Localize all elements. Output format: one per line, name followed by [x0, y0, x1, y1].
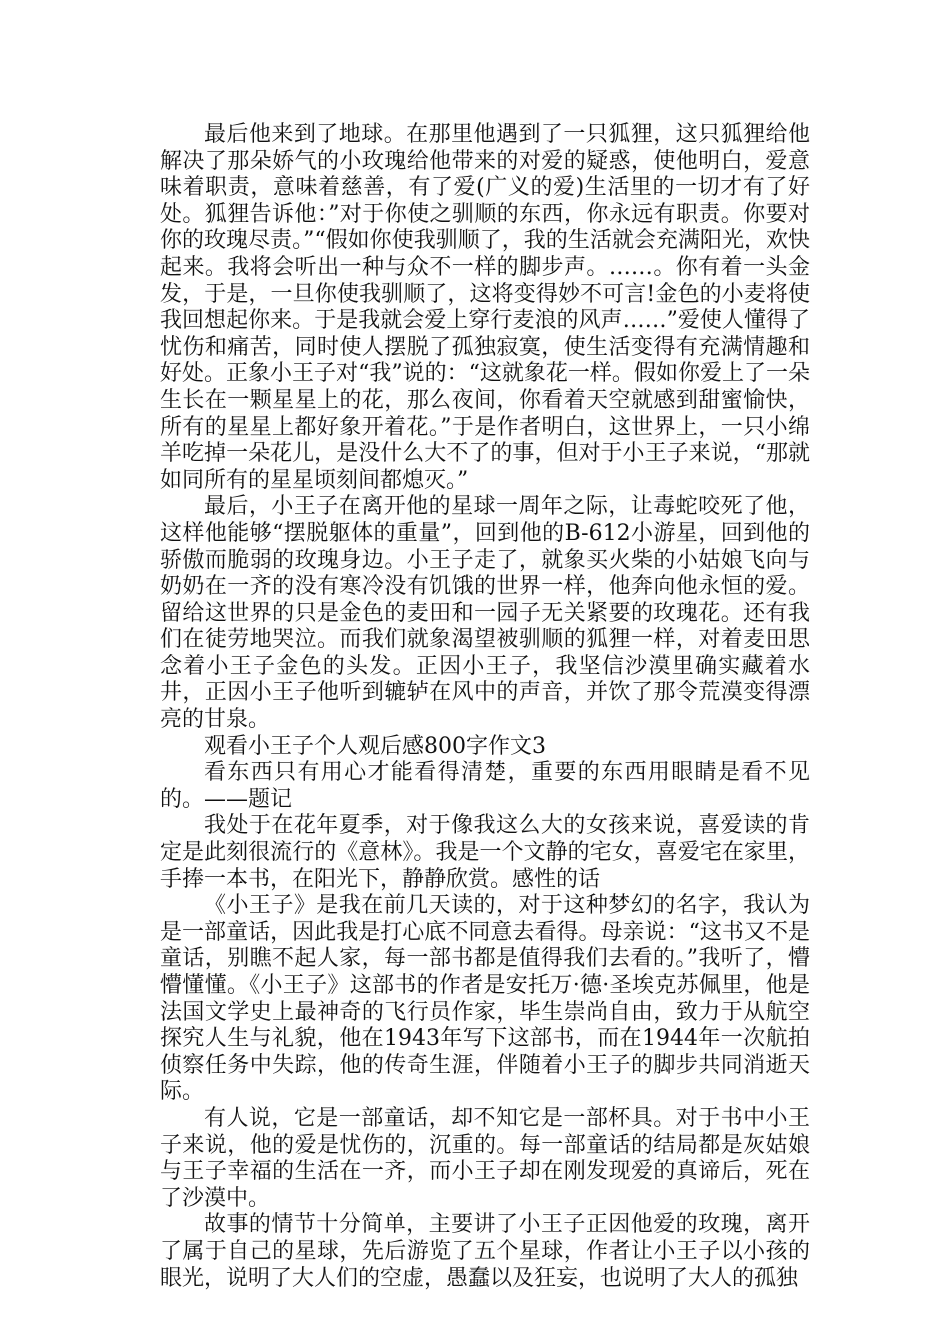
- paragraph-prince-departure: 最后，小王子在离开他的星球一周年之际，让毒蛇咬死了他，这样他能够“摆脱躯体的重量”，回到他的B-612小游星，回到他的骄傲而脆弱的玫瑰身边。小王子走了，就象买火柴的小姑娘飞向与奶奶在一齐的没有寒冷没有饥饿的世界一样，他奔向他永恒的爱。留给这世界的只是金色的麦田和一园子无关紧要的玫瑰花。还有我们在徒劳地哭泣。而我们就象渴望被驯顺的狐狸一样，对着麦田思念着小王子金色的头发。正因小王子，我坚信沙漠里确实藏着水井，正因小王子他听到辘轳在风中的声音，并饮了那令荒漠变得漂亮的甘泉。: [160, 494, 810, 733]
- paragraph-tragedy: 有人说，它是一部童话，却不知它是一部杯具。对于书中小王子来说，他的爱是忧伤的，沉重的。每一部童话的结局都是灰姑娘与王子幸福的生活在一齐，而小王子却在刚发现爱的真谛后，死在了沙漠中。: [160, 1105, 810, 1211]
- epigraph: 看东西只有用心才能看得清楚，重要的东西用眼睛是看不见的。——题记: [160, 760, 810, 812]
- paragraph-book-author: 《小王子》是我在前几天读的，对于这种梦幻的名字，我认为是一部童话，因此我是打心底不同意去看得。母亲说：“这书又不是童话，别瞧不起人家，每一部书都是值得我们去看的。”我听了，懵懵懂懂。《小王子》这部书的作者是安托万·德·圣埃克苏佩里，他是法国文学史上最神奇的飞行员作家，毕生崇尚自由，致力于从航空探究人生与礼貌，他在1943年写下这部书，而在1944年一次航拍侦察任务中失踪，他的传奇生涯，伴随着小王子的脚步共同消逝天际。: [160, 893, 810, 1105]
- paragraph-summer-reading: 我处于在花年夏季，对于像我这么大的女孩来说，喜爱读的肯定是此刻很流行的《意林》。我是一个文静的宅女，喜爱宅在家里，手捧一本书，在阳光下，静静欣赏。感性的话: [160, 813, 810, 892]
- document-body: [160, 122, 810, 1292]
- essay-title: 观看小王子个人观后感800字作文3: [204, 733, 546, 759]
- paragraph-plot: 故事的情节十分简单，主要讲了小王子正因他爱的玫瑰，离开了属于自己的星球，先后游览了五个星球，作者让小王子以小孩的眼光，说明了大人们的空虚，愚蠢以及狂妄，也说明了大人的孤独: [160, 1212, 810, 1291]
- paragraph-fox-earth: 最后他来到了地球。在那里他遇到了一只狐狸，这只狐狸给他解决了那朵娇气的小玫瑰给他带来的对爱的疑惑，使他明白，爱意味着职责，意味着慈善，有了爱(广义的爱)生活里的一切才有了好处。狐狸告诉他：”对于你使之驯顺的东西，你永远有职责。你要对你的玫瑰尽责。”“假如你使我驯顺了，我的生活就会充满阳光，欢快起来。我将会听出一种与众不一样的脚步声。……。你有着一头金发，于是，一旦你使我驯顺了，这将变得妙不可言!金色的小麦将使我回想起你来。于是我就会爱上穿行麦浪的风声……”爱使人懂得了忧伤和痛苦，同时使人摆脱了孤独寂寞，使生活变得有充满情趣和好处。正象小王子对“我”说的：“这就象花一样。假如你爱上了一朵生长在一颗星星上的花，那么夜间，你看着天空就感到甜蜜愉快，所有的星星上都好象开着花。”于是作者明白，这世界上，一只小绵羊吃掉一朵花儿，是没什么大不了的事，但对于小王子来说，“那就如同所有的星星顷刻间都熄灭。”: [160, 122, 810, 493]
